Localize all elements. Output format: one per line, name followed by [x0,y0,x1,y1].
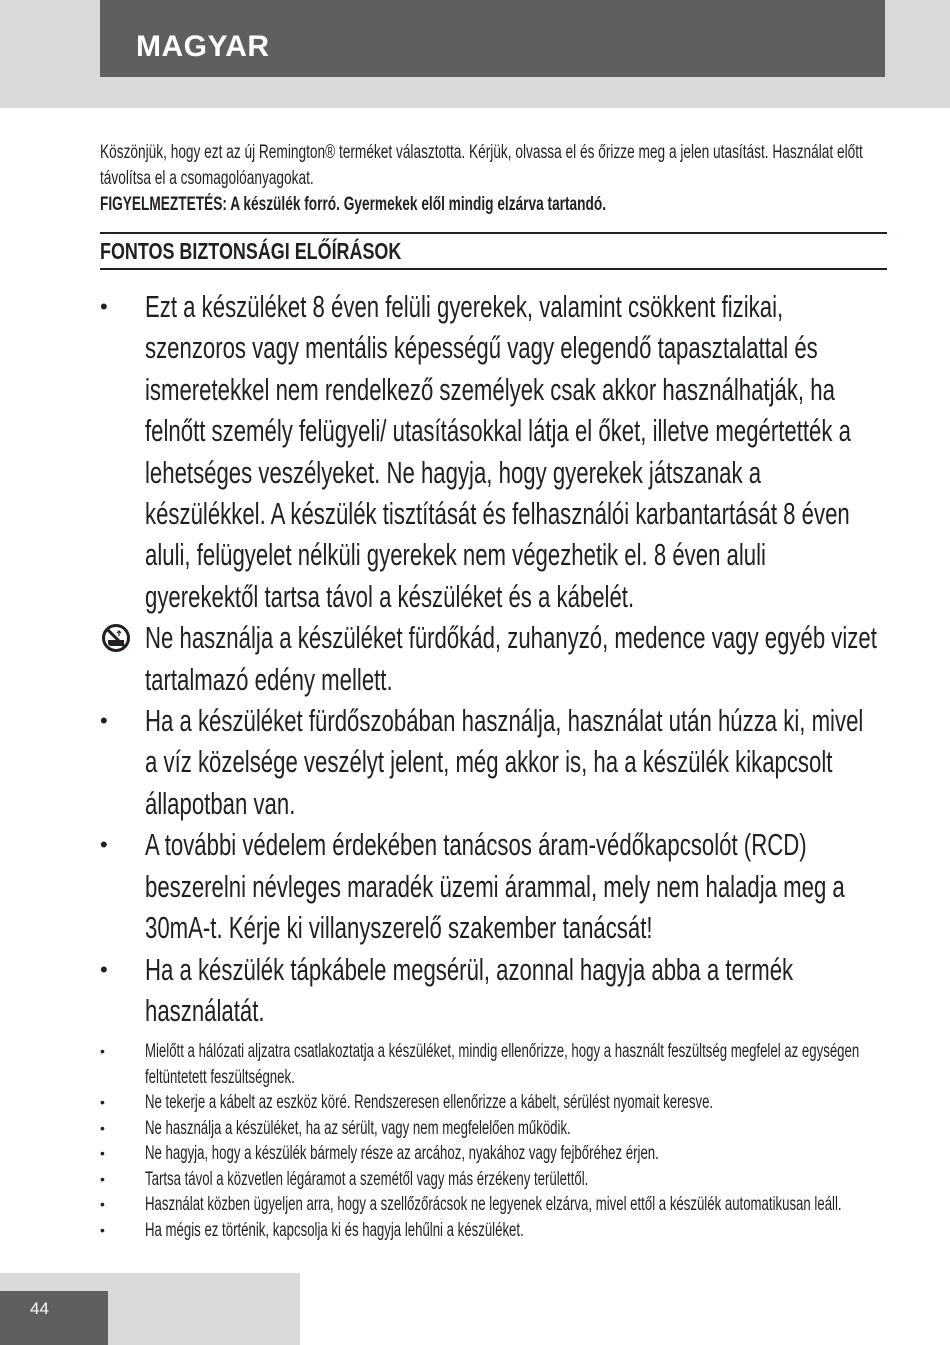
list-item-text: Ha a készüléket fürdőszobában használja, használat után húzza ki, mivel a víz közelsége veszélyt jelent, még akkor is, ha a készülék kikapcsolt állapotban van. [145,703,864,821]
list-item [100,949,887,1032]
list-item [100,1218,887,1244]
bullet: • [100,832,108,858]
bullet: • [100,1043,105,1060]
bullet: • [100,1196,105,1213]
bullet: • [100,1170,105,1187]
intro-text [100,140,887,218]
language-title-bar [100,0,885,77]
list-item [100,286,887,617]
no-bath-icon [101,623,131,653]
bullet: • [100,1119,105,1136]
bullet: • [100,1145,105,1162]
page-number-box [0,1291,108,1345]
list-item [100,1167,887,1193]
language-title: MAGYAR [136,30,270,63]
list-item-text: Ne használja a készüléket, ha az sérült, vagy nem megfelelően működik. [145,1117,571,1139]
list-item [100,700,887,824]
list-item-text: Ha a készülék tápkábele megsérül, azonnal hagyja abba a termék használatát. [145,951,794,1028]
list-item [100,1090,887,1116]
bullet: • [100,1094,105,1111]
bullet: • [100,956,108,982]
list-item [100,1192,887,1218]
list-item-text: Tartsa távol a közvetlen légáramot a szemétől vagy más érzékeny területtől. [145,1168,589,1190]
footer [0,1243,950,1345]
warning-text: FIGYELMEZTETÉS: A készülék forró. Gyermekek elől mindig elzárva tartandó. [100,194,607,215]
intro-paragraph: Köszönjük, hogy ezt az új Remington® terméket választotta. Kérjük, olvassa el és őrizze meg a jelen utasítást. Használat előtt távolítsa el a csomagolóanyagokat. [100,142,863,189]
list-item-text: Mielőtt a hálózati aljzatra csatlakoztatja a készüléket, mindig ellenőrizze, hogy a használt feszültség megfelel az egységen feltüntetett feszültségnek. [145,1041,860,1088]
safety-list-small [100,1039,887,1243]
safety-list-large [100,286,887,1031]
list-item-text: Ha mégis ez történik, kapcsolja ki és hagyja lehűlni a készüléket. [145,1219,524,1241]
list-item-text: Használat közben ügyeljen arra, hogy a szellőzőrácsok ne legyenek elzárva, mivel ettől a készülék automatikusan leáll. [145,1194,842,1216]
bullet: • [100,708,108,734]
divider-bottom [100,268,887,270]
list-item [100,1141,887,1167]
section-heading-text: FONTOS BIZTONSÁGI ELŐÍRÁSOK [100,238,402,264]
list-item [100,824,887,948]
page-number: 44 [30,1299,49,1319]
list-item-text: Ezt a készüléket 8 éven felüli gyerekek, valamint csökkent fizikai, szenzoros vagy mentális képességű vagy elegendő tapasztalattal és ismeretekkel nem rendelkező személyek csak akkor használhatják, ha felnőtt személy felügyeli/ utasításokkal látja el őket, illetve megértették a lehetséges veszélyeket. Ne hagyja, hogy gyerekek játszanak a készülékkel. A készülék tisztítását és felhasználói karbantartását 8 éven aluli, felügyelet nélküli gyerekek nem végezhetik el. 8 éven aluli gyerekektől tartsa távol a készüléket és a kábelét. [145,289,851,614]
list-item-text: Ne hagyja, hogy a készülék bármely része az arcához, nyakához vagy fejbőréhez érjen. [145,1143,659,1165]
section-heading [100,234,887,268]
list-item [100,617,887,700]
list-item-text: Ne használja a készüléket fürdőkád, zuhanyzó, medence vagy egyéb vizet tartalmazó edény mellett. [145,620,877,697]
page-content [100,140,887,1243]
list-item [100,1116,887,1142]
list-item-text: A további védelem érdekében tanácsos áram-védőkapcsolót (RCD) beszerelni névleges maradék üzemi árammal, mely nem haladja meg a 30mA-t. Kérje ki villanyszerelő szakember tanácsát! [145,827,845,946]
header-band [0,0,950,108]
list-item [100,1039,887,1090]
bullet: • [100,294,108,319]
bullet: • [100,1221,105,1238]
list-item-text: Ne tekerje a kábelt az eszköz köré. Rendszeresen ellenőrizze a kábelt, sérülést nyomait keresve. [145,1092,714,1114]
